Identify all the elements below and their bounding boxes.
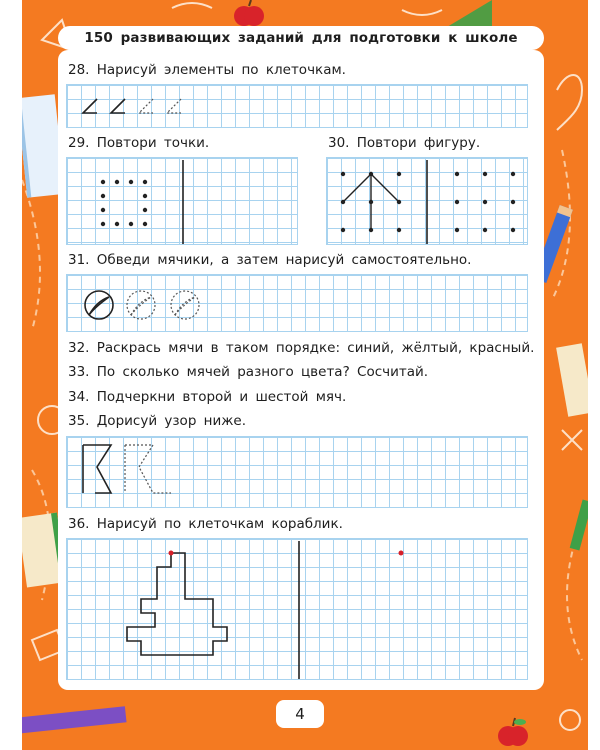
task-29-grid[interactable] bbox=[66, 157, 298, 245]
apple-icon bbox=[498, 716, 528, 750]
boat-outline bbox=[127, 553, 227, 655]
page-number: 4 bbox=[276, 700, 324, 728]
task-33-label: 33. По сколько мячей разного цвета? Сосчитай. bbox=[68, 364, 429, 380]
task-30-grid[interactable] bbox=[326, 157, 528, 245]
task-35-drawing bbox=[67, 437, 529, 509]
task-31-drawing bbox=[67, 275, 529, 333]
task-29-label: 29. Повтори точки. bbox=[68, 135, 210, 151]
task-34-label: 34. Подчеркни второй и шестой мяч. bbox=[68, 389, 347, 405]
start-dot-marker bbox=[169, 551, 174, 556]
task-35-grid[interactable] bbox=[66, 436, 528, 508]
task-31-grid[interactable] bbox=[66, 274, 528, 332]
task-32-label: 32. Раскрась мячи в таком порядке: синий, жёлтый, красный. bbox=[68, 340, 535, 356]
task-29-drawing bbox=[67, 158, 299, 246]
task-36-drawing bbox=[67, 539, 529, 681]
task-28-grid[interactable] bbox=[66, 84, 528, 128]
task-36-label: 36. Нарисуй по клеточкам кораблик. bbox=[68, 516, 343, 532]
task-35-label: 35. Дорисуй узор ниже. bbox=[68, 413, 247, 429]
task-31-label: 31. Обведи мячики, а затем нарисуй самостоятельно. bbox=[68, 252, 472, 268]
task-30-label: 30. Повтори фигуру. bbox=[328, 135, 481, 151]
start-dot-marker-right bbox=[399, 551, 404, 556]
ball-solid bbox=[85, 291, 113, 319]
task-28-drawing bbox=[67, 85, 529, 129]
page-title: 150 развивающих заданий для подготовки к школе bbox=[58, 26, 544, 50]
task-30-drawing bbox=[327, 158, 529, 246]
ball-dashed bbox=[127, 291, 199, 319]
task-28-label: 28. Нарисуй элементы по клеточкам. bbox=[68, 62, 346, 78]
apple-icon bbox=[234, 0, 264, 28]
task-36-grid[interactable] bbox=[66, 538, 528, 680]
